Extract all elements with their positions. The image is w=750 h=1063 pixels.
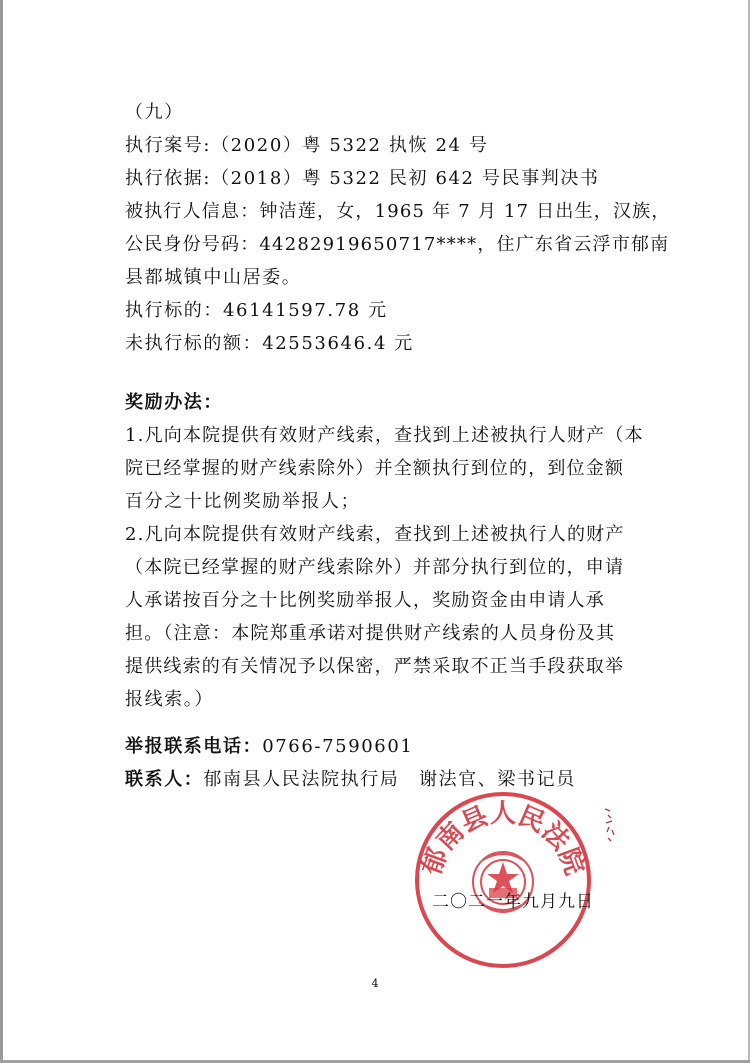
reward-title: 奖励办法：	[125, 392, 223, 413]
reward-rule-line: 百分之十比例奖励举报人；	[125, 491, 361, 512]
seal-text: 郁南县人民法院	[416, 799, 590, 879]
handwritten-mark-icon	[602, 805, 618, 845]
reward-rule-line: 1.凡向本院提供有效财产线索，查找到上述被执行人财产（本	[125, 425, 644, 446]
case-number: 执行案号:（2020）粤 5322 执恢 24 号	[125, 135, 489, 156]
contact-phone-row	[125, 732, 645, 762]
reward-rule-line: 报线索。）	[125, 689, 214, 710]
reward-rule-line: 院已经掌握的财产线索除外）并全额执行到位的，到位金额	[125, 458, 625, 479]
reward-rule-line: 人承诺按百分之十比例奖励举报人，奖励资金由申请人承	[125, 590, 605, 611]
reward-rule-line: （本院已经掌握的财产线索除外）并部分执行到位的，申请	[125, 557, 625, 578]
document-date: 二〇二一年九月九日	[432, 892, 594, 912]
contact-person: 郁南县人民法院执行局 谢法官、梁书记员	[203, 769, 576, 790]
scan-edge-left	[0, 0, 3, 1063]
debtor-info-line: 公民身份号码：44282919650717****，住广东省云浮市郁南	[125, 234, 670, 255]
reward-rule-line: 2.凡向本院提供有效财产线索，查找到上述被执行人的财产	[125, 524, 625, 545]
reward-rule-line: 提供线索的有关情况予以保密，严禁采取不正当手段获取举	[125, 656, 625, 677]
court-seal-icon	[413, 790, 593, 970]
debtor-info-line: 县都城镇中山居委。	[125, 267, 302, 288]
contact-phone-label: 举报联系电话：	[125, 736, 263, 757]
execution-basis: 执行依据:（2018）粤 5322 民初 642 号民事判决书	[125, 168, 600, 189]
reward-rule-line: 担。（注意：本院郑重承诺对提供财产线索的人员身份及其	[125, 623, 616, 644]
contact-phone: 0766-7590601	[262, 736, 414, 757]
remaining-target: 未执行标的额：42553646.4 元	[125, 333, 414, 354]
page-number: 4	[371, 977, 379, 990]
contact-person-label: 联系人：	[125, 769, 204, 790]
debtor-info-line: 被执行人信息：钟洁莲，女，1965 年 7 月 17 日出生，汉族，	[125, 201, 671, 222]
execution-target: 执行标的：46141597.78 元	[125, 300, 388, 321]
section-marker: （九）	[125, 102, 184, 123]
